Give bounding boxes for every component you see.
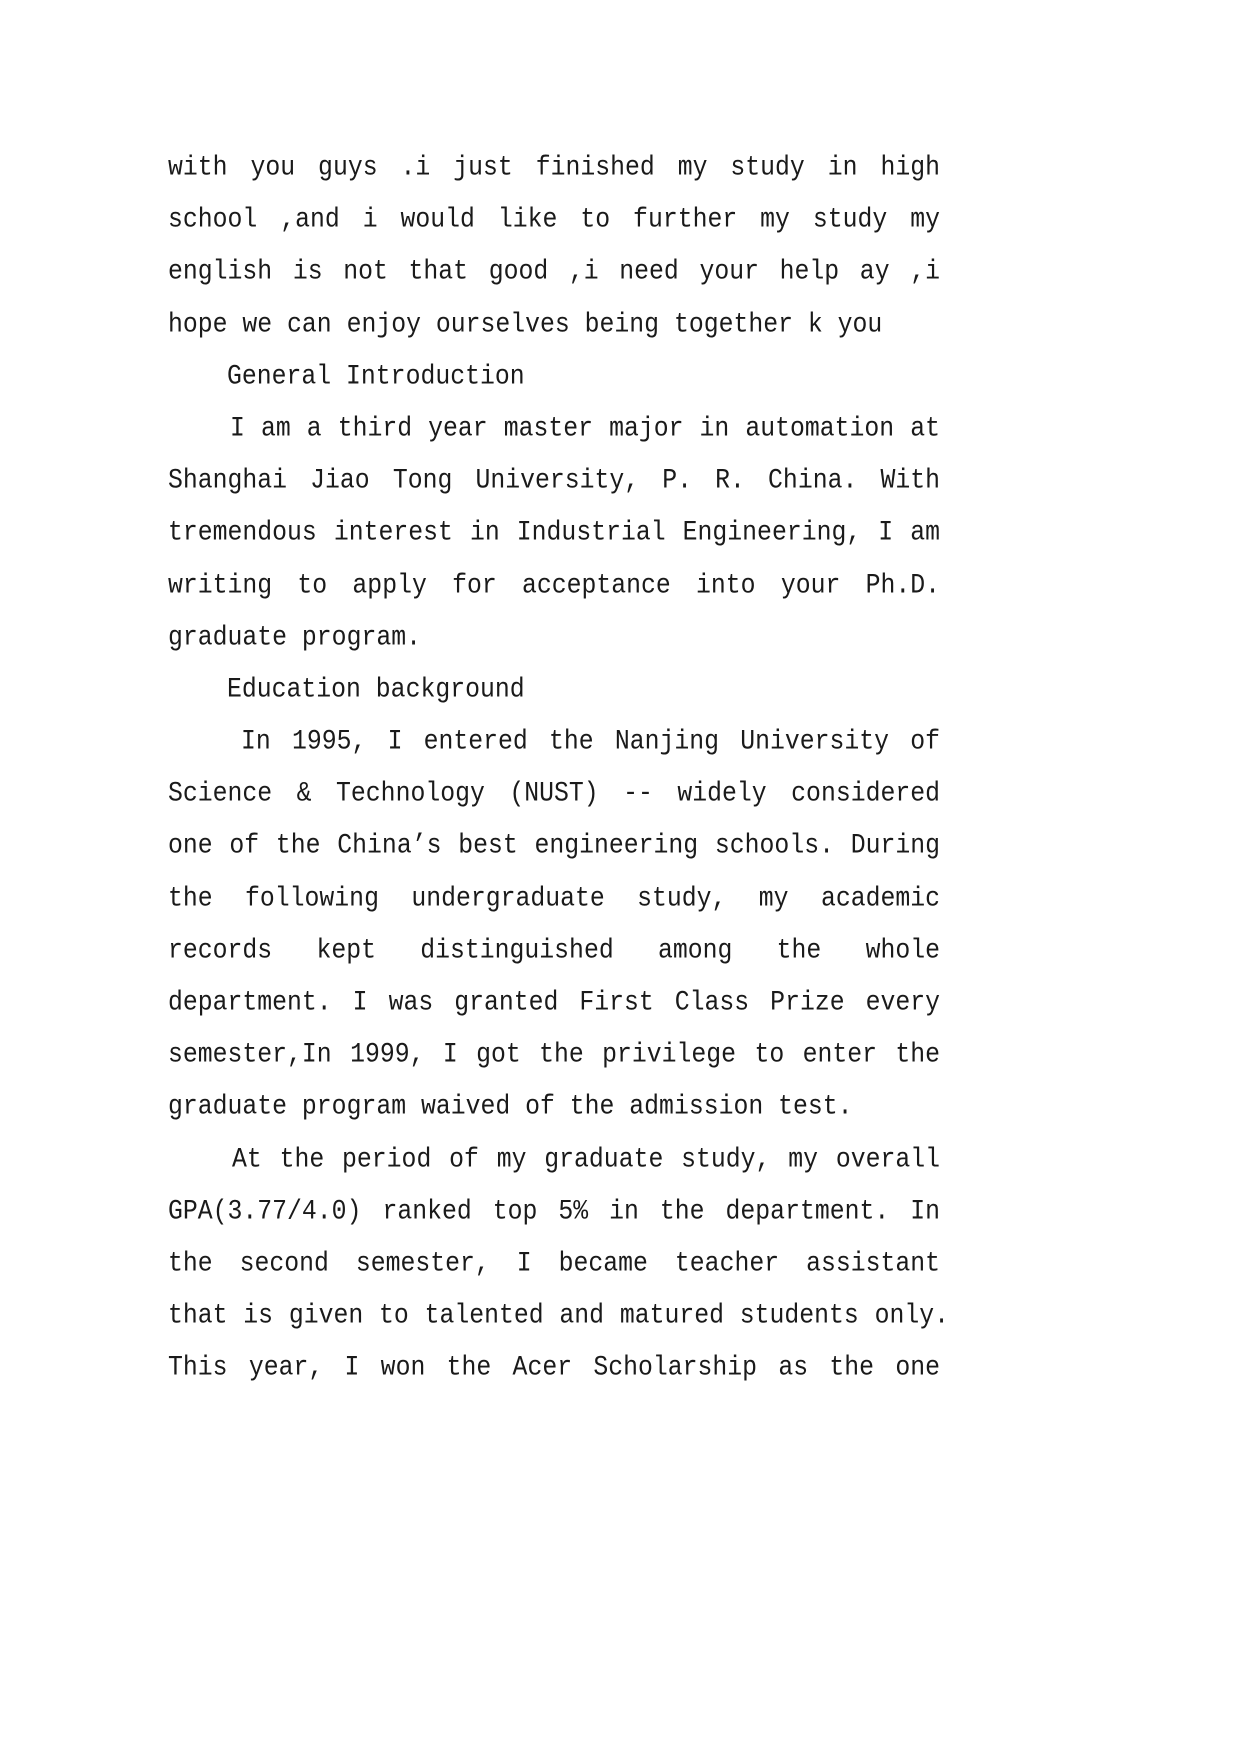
- text-line: the following undergraduate study, my academic: [168, 882, 940, 915]
- text-line: the second semester, I became teacher assistant: [168, 1248, 940, 1280]
- text-line: graduate program waived of the admission test.: [168, 1091, 853, 1124]
- text-line: This year, I won the Acer Scholarship as the one: [168, 1352, 940, 1384]
- section-heading-education-background: Education background: [227, 674, 525, 706]
- text-line: At the period of my graduate study, my overall: [232, 1143, 940, 1176]
- text-line: tremendous interest in Industrial Engineering, I am: [168, 517, 940, 549]
- document-body: [168, 142, 949, 1395]
- text-line: one of the China’s best engineering schools. During: [168, 830, 940, 863]
- text-line: GPA(3.77/4.0) ranked top 5% in the department. In: [168, 1196, 940, 1228]
- text-line: writing to apply for acceptance into your Ph.D.: [168, 569, 940, 602]
- text-line: english is not that good ,i need your help ay ,i: [168, 256, 940, 289]
- education-paragraph-2: [168, 1134, 949, 1395]
- section-heading-general-introduction: General Introduction: [227, 361, 525, 393]
- text-line: records kept distinguished among the whole: [168, 935, 940, 967]
- text-line: with you guys .i just finished my study in high: [168, 152, 940, 184]
- general-introduction-paragraph: [168, 403, 940, 664]
- text-line: hope we can enjoy ourselves being together k you: [168, 308, 883, 341]
- intro-paragraph: [168, 142, 940, 351]
- text-line: department. I was granted First Class Prize every: [168, 987, 940, 1019]
- text-line: that is given to talented and matured students only.: [168, 1300, 949, 1332]
- text-line: semester,In 1999, I got the privilege to enter the: [168, 1039, 940, 1071]
- text-line: In 1995, I entered the Nanjing University of: [241, 726, 940, 758]
- text-line: Shanghai Jiao Tong University, P. R. China. With: [168, 465, 940, 497]
- text-line: school ,and i would like to further my study my: [168, 204, 940, 236]
- text-line: graduate program.: [168, 621, 421, 654]
- text-line: Science & Technology (NUST) -- widely considered: [168, 778, 940, 810]
- education-paragraph-1: [168, 716, 940, 1134]
- text-line: I am a third year master major in automation at: [230, 413, 940, 445]
